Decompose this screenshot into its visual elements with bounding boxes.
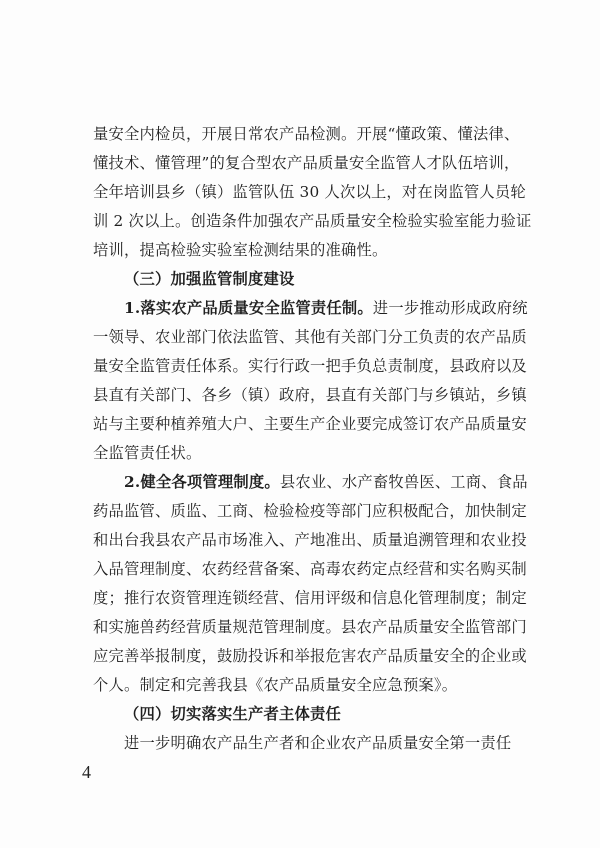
body-line: 县直有关部门、各乡（镇）政府，县直有关部门与乡镇站，乡镇 [93, 386, 527, 404]
body-line: 全监管责任状。 [93, 444, 202, 462]
item-1-first-line-rest: 进一步推动形成政府统 [372, 299, 528, 317]
body-line: 个人。制定和完善我县《农产品质量安全应急预案》。 [93, 676, 458, 694]
document-body [93, 120, 532, 758]
item-2-first-line [93, 468, 528, 497]
body-line: 进一步明确农产品生产者和企业农产品质量安全第一责任 [124, 734, 512, 752]
section-heading-4: （四）切实落实生产者主体责任 [124, 705, 341, 723]
body-line: 全年培训县乡（镇）监管队伍 30 人次以上，对在岗监管人员轮 [93, 183, 526, 201]
body-line: 量安全内检员，开展日常农产品检测。开展“懂政策、懂法律、 [93, 125, 520, 143]
item-2-first-line-rest: 县农业、水产畜牧兽医、工商、食品 [279, 473, 528, 491]
item-1-title: 1.落实农产品质量安全监管责任制。 [124, 299, 373, 317]
item-1-first-line [93, 294, 528, 323]
body-line: 和实施兽药经营质量规范管理制度。县农产品质量安全监管部门 [93, 618, 527, 636]
body-line: 一领导、农业部门依法监管、其他有关部门分工负责的农产品质 [93, 328, 527, 346]
body-line: 和出台我县农产品市场准入、产地准出、质量追溯管理和农业投 [93, 531, 527, 549]
page-number: 4 [82, 762, 91, 782]
body-line: 量安全监管责任体系。实行行政一把手负总责制度，县政府以及 [93, 357, 527, 375]
body-line: 懂技术、懂管理”的复合型农产品质量安全监管人才队伍培训， [93, 154, 520, 172]
body-line: 药品监管、质监、工商、检验检疫等部门应积极配合，加快制定 [93, 502, 527, 520]
body-line: 站与主要种植养殖大户、主要生产企业要完成签订农产品质量安 [93, 415, 527, 433]
body-line: 培训，提高检验实验室检测结果的准确性。 [93, 241, 388, 259]
body-line: 训 2 次以上。创造条件加强农产品质量安全检验实验室能力验证 [93, 212, 532, 230]
item-2-title: 2.健全各项管理制度。 [124, 473, 280, 491]
body-line: 入品管理制度、农药经营备案、高毒农药定点经营和实名购买制 [93, 560, 527, 578]
body-line: 度；推行农资管理连锁经营、信用评级和信息化管理制度；制定 [93, 589, 527, 607]
body-line: 应完善举报制度，鼓励投诉和举报危害农产品质量安全的企业或 [93, 647, 527, 665]
section-heading-3: （三）加强监管制度建设 [124, 270, 295, 288]
